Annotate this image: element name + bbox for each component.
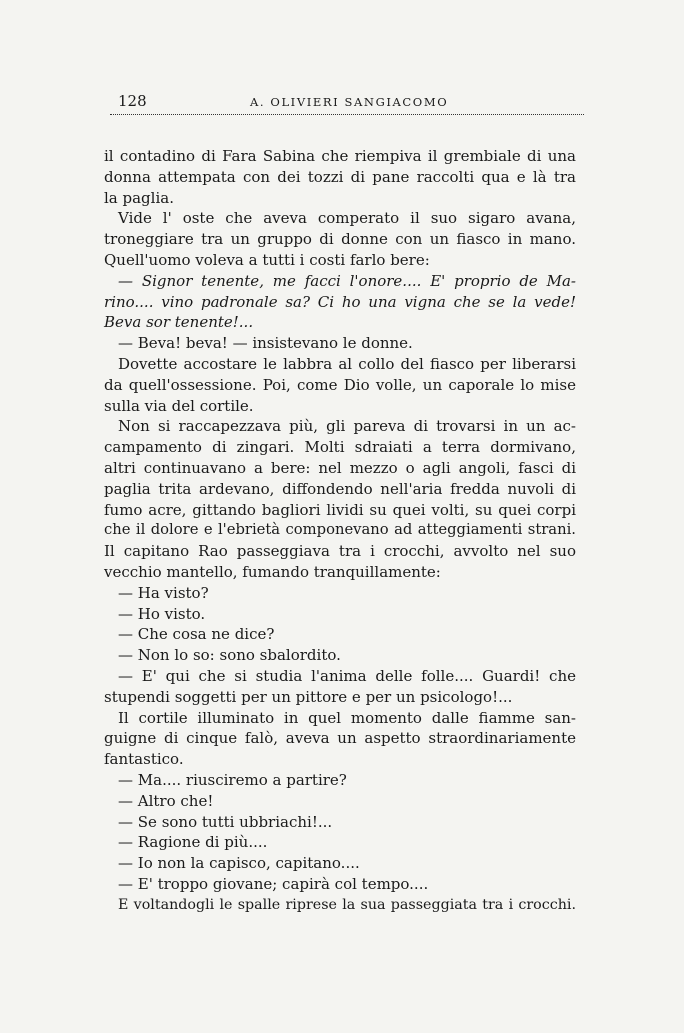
header-rule (110, 114, 584, 115)
running-title: A. OLIVIERI SANGIACOMO (250, 95, 449, 109)
text-line: — Che cosa ne dice? (118, 625, 275, 644)
text-line: donna attempata con dei tozzi di pane raccolti qua e là tra (104, 167, 576, 186)
text-line: — Altro che! (118, 791, 214, 810)
text-line: — Signor tenente, me facci l'onore.... E' proprio de Ma- (118, 271, 576, 290)
text-line: Vide l' oste che aveva comperato il suo sigaro avana, (118, 209, 576, 228)
text-line: — Ho visto. (118, 604, 206, 623)
text-line: E voltandogli le spalle riprese la sua passeggiata tra i crocchi. (118, 896, 576, 913)
text-line: Non si raccapezzava più, gli pareva di trovarsi in un ac- (118, 417, 576, 436)
text-line: rino.... vino padronale sa? Ci ho una vigna che se la vede! (104, 292, 576, 311)
body-text (104, 146, 576, 915)
text-line: il contadino di Fara Sabina che riempiva il grembiale di una (104, 147, 576, 165)
text-line: campamento di zingari. Molti sdraiati a terra dormivano, (104, 438, 576, 457)
text-line: — Ma.... riusciremo a partire? (118, 770, 347, 789)
text-line: — E' qui che si studia l'anima delle folle.... Guardi! che (118, 666, 576, 685)
text-line: — Se sono tutti ubbriachi!... (118, 812, 333, 831)
text-line: — Beva! beva! — insistevano le donne. (118, 334, 413, 353)
text-line: — Io non la capisco, capitano.... (118, 854, 360, 873)
text-line: Quell'uomo voleva a tutti i costi farlo bere: (104, 250, 430, 269)
text-line: paglia trita ardevano, diffondendo nell'aria fredda nuvoli di (104, 479, 576, 498)
text-line: altri continuavano a bere: nel mezzo o agli angoli, fasci di (104, 458, 576, 477)
text-line: Dovette accostare le labbra al collo del fiasco per liberarsi (118, 354, 576, 373)
text-line: da quell'ossessione. Poi, come Dio volle, un caporale lo mise (104, 375, 576, 394)
text-line: la paglia. (104, 188, 174, 207)
text-line: fumo acre, gittando bagliori lividi su quei volti, su quei corpi (104, 500, 576, 519)
text-line: — Ha visto? (118, 583, 209, 602)
text-line: sulla via del cortile. (104, 396, 254, 415)
text-line: Il capitano Rao passeggiava tra i crocchi, avvolto nel suo (104, 542, 576, 561)
text-line: Il cortile illuminato in quel momento dalle fiamme san- (118, 708, 576, 727)
text-line: che il dolore e l'ebrietà componevano ad atteggiamenti strani. (104, 521, 576, 539)
text-line: fantastico. (104, 750, 184, 769)
text-line: — Ragione di più.... (118, 833, 268, 852)
text-line: guigne di cinque falò, aveva un aspetto straordinariamente (104, 729, 576, 748)
text-line: troneggiare tra un gruppo di donne con un fiasco in mano. (104, 230, 576, 249)
page-header (110, 92, 584, 116)
text-line: stupendi soggetti per un pittore e per un psicologo!... (104, 687, 513, 706)
text-line: — E' troppo giovane; capirà col tempo.... (118, 874, 429, 893)
text-line: vecchio mantello, fumando tranquillamente: (104, 562, 441, 581)
page-number: 128 (118, 92, 147, 110)
text-line: — Non lo so: sono sbalordito. (118, 646, 341, 665)
text-line: Beva sor tenente!... (104, 313, 254, 332)
